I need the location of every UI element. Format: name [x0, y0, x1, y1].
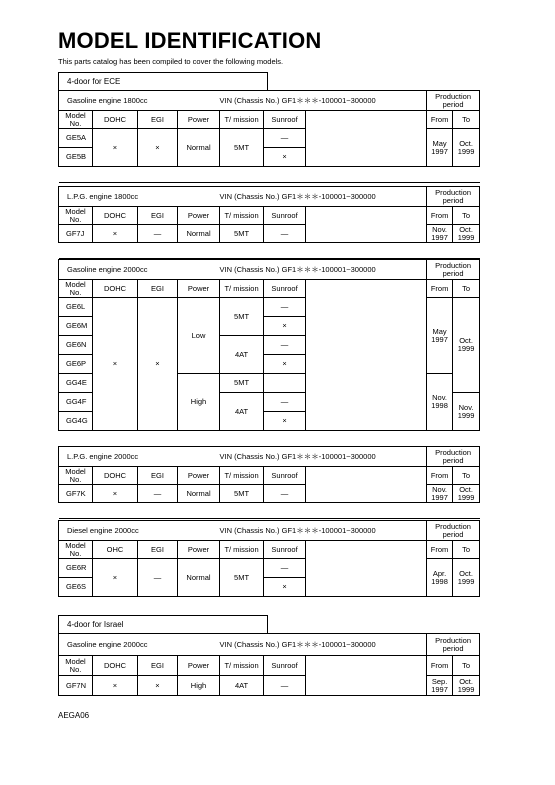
- egi-value: ×: [138, 129, 178, 167]
- model-number: GE5B: [59, 148, 93, 167]
- sunroof-value: —: [264, 393, 306, 412]
- section-spacer: [59, 503, 480, 519]
- production-from: Nov. 1997: [427, 485, 453, 503]
- blank-cell: [306, 656, 427, 696]
- power-value: Low: [178, 298, 220, 374]
- vin-range: VIN (Chassis No.) GF1＊＊＊-100001~300000: [220, 260, 427, 280]
- model-no-header: Model No.: [59, 280, 93, 298]
- sunroof-header: Sunroof: [264, 207, 306, 225]
- blank-cell: [306, 111, 427, 167]
- spec-table-gasoline-2000: [58, 259, 480, 447]
- transmission-value: 4AT: [220, 393, 264, 431]
- sunroof-value: ×: [264, 355, 306, 374]
- production-to: Oct. 1999: [453, 559, 480, 597]
- section-spacer: [59, 243, 480, 259]
- sunroof-value: —: [264, 225, 306, 243]
- blank-cell: [306, 467, 427, 503]
- power-header: Power: [178, 280, 220, 298]
- egi-header: EGI: [138, 280, 178, 298]
- power-header: Power: [178, 111, 220, 129]
- model-number: GE5A: [59, 129, 93, 148]
- model-no-header: Model No.: [59, 207, 93, 225]
- egi-value: —: [138, 559, 178, 597]
- model-number: GF7N: [59, 676, 93, 696]
- egi-header: EGI: [138, 207, 178, 225]
- production-to: Oct. 1999: [453, 298, 480, 393]
- document-code: AEGA06: [58, 711, 90, 720]
- dohc-value: ×: [93, 298, 138, 431]
- production-period-header: Production period: [427, 634, 480, 656]
- power-value: High: [178, 676, 220, 696]
- sunroof-header: Sunroof: [264, 656, 306, 676]
- group-tab-israel: 4-door for Israel: [58, 615, 268, 633]
- sunroof-value: [264, 374, 306, 393]
- engine-label: Gasoline engine 2000cc: [59, 634, 220, 656]
- spec-table-israel-gasoline-2000: [58, 633, 480, 696]
- from-header: From: [427, 541, 453, 559]
- spec-table-lpg-2000: [58, 446, 480, 519]
- model-no-header: Model No.: [59, 541, 93, 559]
- ohc-value: ×: [93, 559, 138, 597]
- engine-label: Diesel engine 2000cc: [59, 521, 220, 541]
- transmission-header: T/ mission: [220, 467, 264, 485]
- from-header: From: [427, 280, 453, 298]
- dohc-value: ×: [93, 129, 138, 167]
- production-to: Oct. 1999: [453, 225, 480, 243]
- power-value: Normal: [178, 559, 220, 597]
- model-number: GG4E: [59, 374, 93, 393]
- spec-table-gasoline-1800: [58, 90, 480, 183]
- egi-value: —: [138, 485, 178, 503]
- egi-header: EGI: [138, 656, 178, 676]
- ohc-header: OHC: [93, 541, 138, 559]
- page-title: MODEL IDENTIFICATION: [58, 28, 322, 53]
- production-to: Oct. 1999: [453, 485, 480, 503]
- dohc-header: DOHC: [93, 111, 138, 129]
- model-no-header: Model No.: [59, 656, 93, 676]
- engine-label: Gasoline engine 2000cc: [59, 260, 220, 280]
- transmission-header: T/ mission: [220, 656, 264, 676]
- transmission-header: T/ mission: [220, 541, 264, 559]
- power-header: Power: [178, 467, 220, 485]
- section-spacer: [59, 431, 480, 447]
- model-number: GE6R: [59, 559, 93, 578]
- sunroof-header: Sunroof: [264, 111, 306, 129]
- dohc-header: DOHC: [93, 280, 138, 298]
- sunroof-value: —: [264, 676, 306, 696]
- model-number: GG4F: [59, 393, 93, 412]
- egi-value: ×: [138, 676, 178, 696]
- model-no-header: Model No.: [59, 111, 93, 129]
- to-header: To: [453, 280, 480, 298]
- production-to: Oct. 1999: [453, 129, 480, 167]
- transmission-value: 5MT: [220, 485, 264, 503]
- model-number: GE6P: [59, 355, 93, 374]
- spec-table-lpg-1800: [58, 186, 480, 259]
- power-header: Power: [178, 541, 220, 559]
- production-from: Nov. 1998: [427, 374, 453, 431]
- to-header: To: [453, 541, 480, 559]
- spec-table-diesel-2000: [58, 520, 480, 597]
- model-number: GF7J: [59, 225, 93, 243]
- production-period-header: Production period: [427, 447, 480, 467]
- model-number: GE6L: [59, 298, 93, 317]
- production-period-header: Production period: [427, 521, 480, 541]
- engine-label: L.P.G. engine 1800cc: [59, 187, 220, 207]
- sunroof-value: ×: [264, 148, 306, 167]
- page-subtitle: This parts catalog has been compiled to cover the following models.: [58, 57, 284, 66]
- from-header: From: [427, 656, 453, 676]
- to-header: To: [453, 111, 480, 129]
- dohc-value: ×: [93, 676, 138, 696]
- power-value: Normal: [178, 129, 220, 167]
- model-number: GF7K: [59, 485, 93, 503]
- transmission-value: 5MT: [220, 298, 264, 336]
- blank-cell: [306, 541, 427, 597]
- sunroof-header: Sunroof: [264, 541, 306, 559]
- production-period-header: Production period: [427, 260, 480, 280]
- transmission-header: T/ mission: [220, 280, 264, 298]
- to-header: To: [453, 207, 480, 225]
- vin-range: VIN (Chassis No.) GF1＊＊＊-100001~300000: [220, 521, 427, 541]
- transmission-value: 5MT: [220, 559, 264, 597]
- sunroof-value: —: [264, 129, 306, 148]
- to-header: To: [453, 656, 480, 676]
- production-to: Nov. 1999: [453, 393, 480, 431]
- blank-cell: [306, 280, 427, 431]
- transmission-value: 5MT: [220, 374, 264, 393]
- power-value: Normal: [178, 485, 220, 503]
- egi-value: ×: [138, 298, 178, 431]
- model-number: GE6S: [59, 578, 93, 597]
- to-header: To: [453, 467, 480, 485]
- transmission-header: T/ mission: [220, 111, 264, 129]
- model-number: GE6M: [59, 317, 93, 336]
- production-to: Oct. 1999: [453, 676, 480, 696]
- production-period-header: Production period: [427, 187, 480, 207]
- model-number: GE6N: [59, 336, 93, 355]
- blank-cell: [306, 207, 427, 243]
- power-header: Power: [178, 656, 220, 676]
- dohc-value: ×: [93, 485, 138, 503]
- egi-header: EGI: [138, 467, 178, 485]
- power-value: Normal: [178, 225, 220, 243]
- model-no-header: Model No.: [59, 467, 93, 485]
- transmission-value: 5MT: [220, 129, 264, 167]
- production-period-header: Production period: [427, 91, 480, 111]
- sunroof-header: Sunroof: [264, 280, 306, 298]
- sunroof-value: ×: [264, 317, 306, 336]
- egi-value: —: [138, 225, 178, 243]
- transmission-value: 5MT: [220, 225, 264, 243]
- vin-range: VIN (Chassis No.) GF1＊＊＊-100001~300000: [220, 91, 427, 111]
- production-from: May 1997: [427, 298, 453, 374]
- egi-header: EGI: [138, 111, 178, 129]
- section-spacer: [59, 167, 480, 183]
- production-from: May 1997: [427, 129, 453, 167]
- power-header: Power: [178, 207, 220, 225]
- from-header: From: [427, 111, 453, 129]
- dohc-header: DOHC: [93, 207, 138, 225]
- production-from: Sep. 1997: [427, 676, 453, 696]
- model-number: GG4G: [59, 412, 93, 431]
- dohc-header: DOHC: [93, 467, 138, 485]
- transmission-header: T/ mission: [220, 207, 264, 225]
- sunroof-value: —: [264, 485, 306, 503]
- from-header: From: [427, 467, 453, 485]
- production-from: Apr. 1998: [427, 559, 453, 597]
- sunroof-header: Sunroof: [264, 467, 306, 485]
- egi-header: EGI: [138, 541, 178, 559]
- sunroof-value: ×: [264, 412, 306, 431]
- sunroof-value: —: [264, 559, 306, 578]
- dohc-header: DOHC: [93, 656, 138, 676]
- sunroof-value: —: [264, 336, 306, 355]
- power-value: High: [178, 374, 220, 431]
- from-header: From: [427, 207, 453, 225]
- transmission-value: 4AT: [220, 676, 264, 696]
- production-from: Nov. 1997: [427, 225, 453, 243]
- engine-label: L.P.G. engine 2000cc: [59, 447, 220, 467]
- sunroof-value: —: [264, 298, 306, 317]
- engine-label: Gasoline engine 1800cc: [59, 91, 220, 111]
- group-tab-ece: 4-door for ECE: [58, 72, 268, 90]
- sunroof-value: ×: [264, 578, 306, 597]
- vin-range: VIN (Chassis No.) GF1＊＊＊-100001~300000: [220, 447, 427, 467]
- vin-range: VIN (Chassis No.) GF1＊＊＊-100001~300000: [220, 187, 427, 207]
- dohc-value: ×: [93, 225, 138, 243]
- transmission-value: 4AT: [220, 336, 264, 374]
- vin-range: VIN (Chassis No.) GF1＊＊＊-100001~300000: [220, 634, 427, 656]
